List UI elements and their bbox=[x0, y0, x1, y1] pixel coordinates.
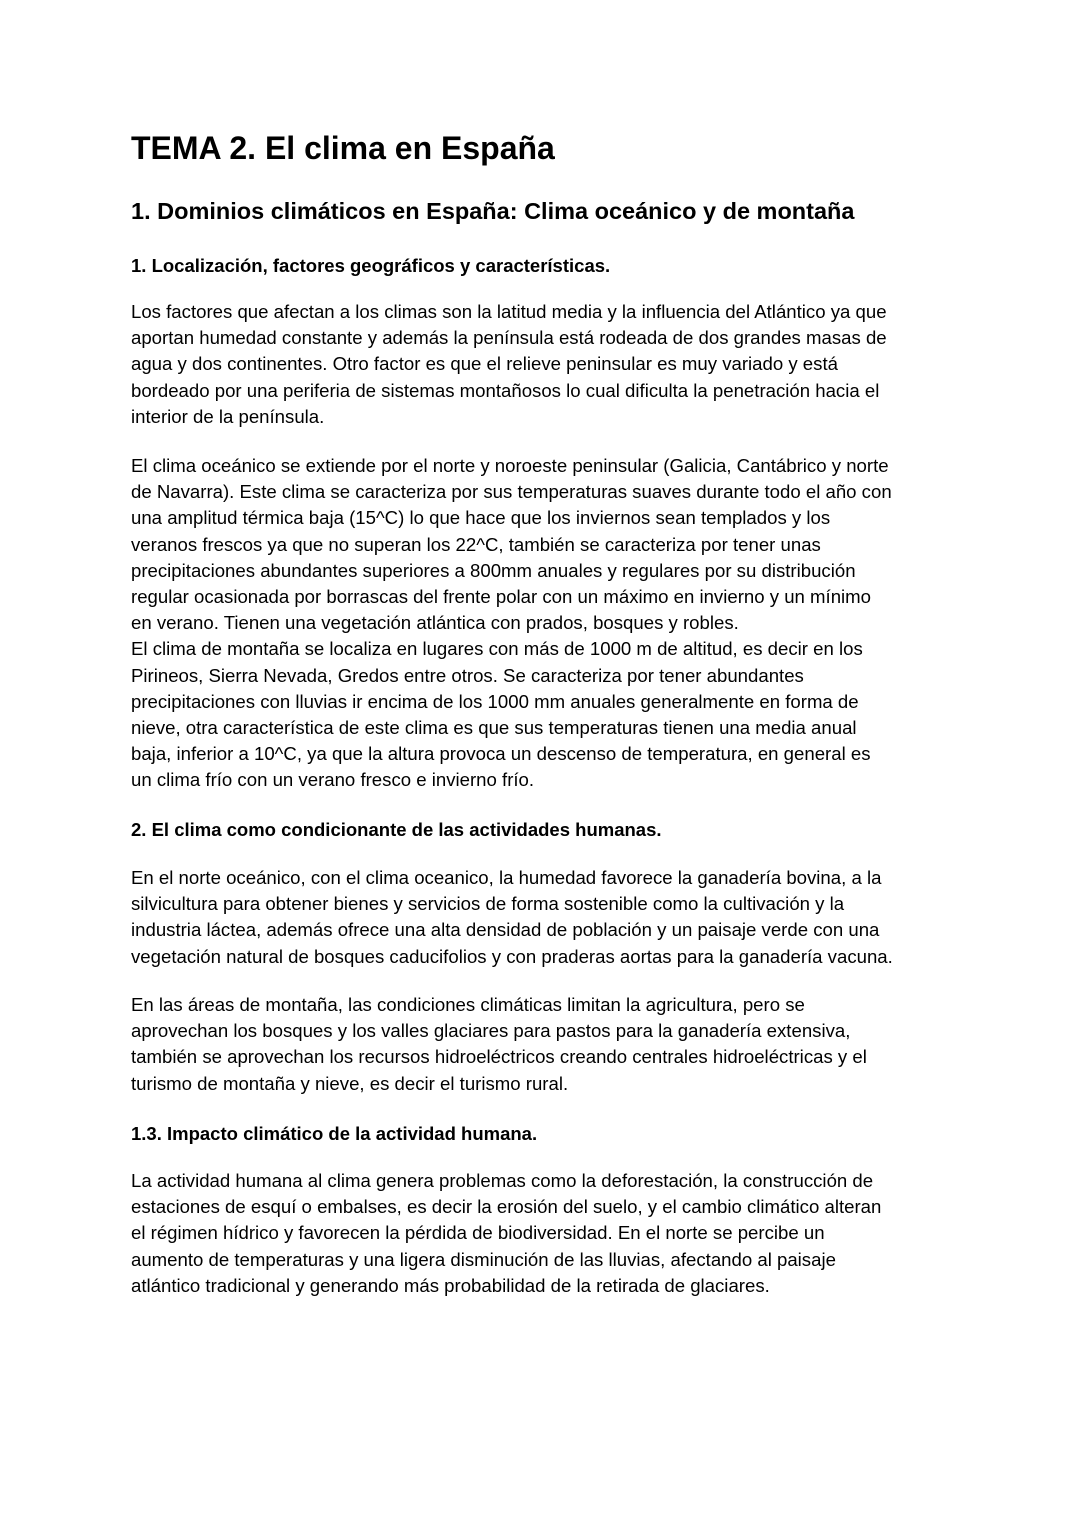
text-line: En las áreas de montaña, las condiciones climáticas limitan la agricultura, pero se bbox=[131, 994, 805, 1015]
paragraph-clima-oceanico-montana bbox=[131, 453, 961, 794]
subsection-heading-actividades-humanas: 2. El clima como condicionante de las actividades humanas. bbox=[131, 819, 662, 840]
text-line: el régimen hídrico y favorecen la pérdida de biodiversidad. En el norte se percibe un bbox=[131, 1222, 825, 1244]
text-line: agua y dos continentes. Otro factor es que el relieve peninsular es muy variado y está bbox=[131, 353, 838, 375]
paragraph-norte-oceanico bbox=[131, 865, 961, 970]
text-line: veranos frescos ya que no superan los 22^C, también se caracteriza por tener unas bbox=[131, 533, 821, 555]
text-line: en verano. Tienen una vegetación atlántica con prados, bosques y robles. bbox=[131, 612, 739, 634]
paragraph-areas-montana bbox=[131, 992, 961, 1097]
text-line: un clima frío con un verano fresco e invierno frío. bbox=[131, 769, 535, 791]
subsection-heading-impacto-climatico: 1.3. Impacto climático de la actividad humana. bbox=[131, 1123, 538, 1144]
text-line: de Navarra). Este clima se caracteriza por sus temperaturas suaves durante todo el año con bbox=[131, 481, 892, 503]
text-line: bordeado por una periferia de sistemas montañosos lo cual dificulta la penetración hacia el bbox=[131, 379, 880, 401]
subsection-heading-localizacion: 1. Localización, factores geográficos y características. bbox=[131, 255, 611, 276]
text-line: precipitaciones abundantes superiores a 800mm anuales y regulares por su distribución bbox=[131, 559, 856, 581]
text-line: también se aprovechan los recursos hidroeléctricos creando centrales hidroeléctricas y el bbox=[131, 1046, 867, 1068]
text-line: vegetación natural de bosques caducifolios y con praderas aortas para la ganadería vacuna. bbox=[131, 945, 893, 967]
document-title: TEMA 2. El clima en España bbox=[131, 130, 555, 166]
text-line: precipitaciones con lluvias ir encima de los 1000 mm anuales generalmente en forma de bbox=[131, 690, 859, 712]
text-line: El clima oceánico se extiende por el norte y noroeste peninsular (Galicia, Cantábrico y norte bbox=[131, 455, 889, 476]
text-line: La actividad humana al clima genera problemas como la deforestación, la construcción de bbox=[131, 1170, 874, 1191]
text-line: atlántico tradicional y generando más probabilidad de la retirada de glaciares. bbox=[131, 1274, 770, 1296]
text-line: baja, inferior a 10^C, ya que la altura provoca un descenso de temperatura, en general es bbox=[131, 743, 871, 765]
text-line: estaciones de esquí o embalses, es decir la erosión del suelo, y el cambio climático alteran bbox=[131, 1196, 882, 1218]
text-line: aprovechan los bosques y los valles glaciares para pastos para la ganadería extensiva, bbox=[131, 1020, 851, 1042]
text-line: regular ocasionada por borrascas del frente polar con un máximo en invierno y un mínimo bbox=[131, 586, 872, 608]
text-line: interior de la península. bbox=[131, 405, 325, 427]
text-line: Los factores que afectan a los climas son la latitud media y la influencia del Atlántico ya que bbox=[131, 301, 887, 322]
text-line: nieve, otra característica de este clima es que sus temperaturas tienen una media anual bbox=[131, 717, 857, 739]
text-line: Pirineos, Sierra Nevada, Gredos entre otros. Se caracteriza por tener abundantes bbox=[131, 664, 804, 686]
text-line: una amplitud térmica baja (15^C) lo que hace que los inviernos sean templados y los bbox=[131, 507, 831, 529]
paragraph-actividad-humana bbox=[131, 1168, 961, 1299]
text-line: aumento de temperaturas y una ligera disminución de las lluvias, afectando al paisaje bbox=[131, 1248, 836, 1270]
text-line: aportan humedad constante y además la península está rodeada de dos grandes masas de bbox=[131, 327, 887, 349]
text-line: industria láctea, además ofrece una alta densidad de población y un paisaje verde con una bbox=[131, 919, 880, 941]
text-line: El clima de montaña se localiza en lugares con más de 1000 m de altitud, es decir en los bbox=[131, 638, 863, 660]
section-heading: 1. Dominios climáticos en España: Clima oceánico y de montaña bbox=[131, 198, 855, 224]
text-line: En el norte oceánico, con el clima oceanico, la humedad favorece la ganadería bovina, a la bbox=[131, 867, 882, 888]
text-line: silvicultura para obtener bienes y servicios de forma sostenible como la cultivación y la bbox=[131, 893, 845, 915]
text-line: turismo de montaña y nieve, es decir el turismo rural. bbox=[131, 1072, 569, 1094]
paragraph-factores bbox=[131, 299, 961, 430]
